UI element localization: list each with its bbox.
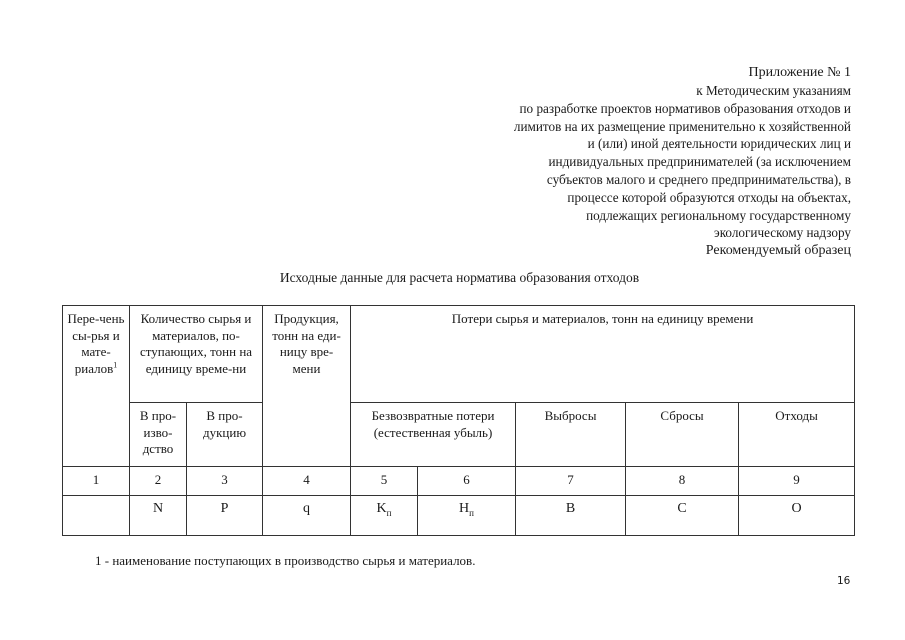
annex-line: подлежащих региональному государственному (586, 207, 851, 223)
symbol-o: O (739, 496, 855, 536)
column-number: 3 (187, 467, 263, 496)
annex-line: субъектов малого и среднего предпринимательства), в (546, 171, 851, 187)
header-emissions: Выбросы (516, 403, 626, 467)
column-number: 8 (626, 467, 739, 496)
annex-line: экологическому надзору (714, 225, 851, 241)
annex-line: лимитов на их размещение применительно к хозяйственной (513, 118, 851, 134)
page-number: 16 (837, 575, 851, 587)
annex-sample-label: Рекомендуемый образец (705, 243, 851, 259)
column-number: 6 (418, 467, 516, 496)
symbol-b: B (516, 496, 626, 536)
footnote: 1 - наименование поступающих в производство сырья и материалов. (95, 553, 476, 568)
column-number: 1 (63, 467, 130, 496)
header-materials-list: Пере-чень сы-рья и мате-риалов$^1$ (63, 306, 130, 467)
column-number-row (63, 467, 855, 496)
symbol-q: q (263, 496, 351, 536)
symbol-p: P (187, 496, 263, 536)
annex-line: процессе которой образуются отходы на объектах, (567, 189, 851, 205)
symbol-cell-empty (63, 496, 130, 536)
header-losses: Потери сырья и материалов, тонн на единицу времени (351, 306, 855, 403)
header-row-2 (63, 403, 855, 467)
header-waste: Отходы (739, 403, 855, 467)
symbol-kn: $K_п$ (351, 496, 418, 536)
header-quantity-received: Количество сырья и материалов, по-ступающих, тонн на единицу време-ни (130, 306, 263, 403)
source-data-table (62, 305, 855, 536)
header-products: Продукция, тонн на еди-ницу вре-мени (263, 306, 351, 467)
symbol-n: N (130, 496, 187, 536)
table-title: Исходные данные для расчета норматива образования отходов (279, 270, 640, 285)
header-to-production: В про-изво-дство (130, 403, 187, 467)
annex-line: и (или) иной деятельности юридических лиц и (587, 136, 851, 152)
header-to-product: В про-дукцию (187, 403, 263, 467)
column-number: 4 (263, 467, 351, 496)
column-number: 2 (130, 467, 187, 496)
header-row-1 (63, 306, 855, 403)
footnote-mark: 1 (113, 360, 118, 370)
annex-line: по разработке проектов нормативов образования отходов и (519, 100, 851, 116)
annex-title: Приложение № 1 (748, 65, 851, 80)
column-number: 7 (516, 467, 626, 496)
header-discharges: Сбросы (626, 403, 739, 467)
annex-line: индивидуальных предпринимателей (за исключением (548, 154, 851, 170)
annex-line: к Методическим указаниям (696, 83, 851, 98)
column-number: 9 (739, 467, 855, 496)
column-number: 5 (351, 467, 418, 496)
header-irrecoverable-losses: Безвозвратные потери (естественная убыль) (351, 403, 516, 467)
symbol-hn: $H_п$ (418, 496, 516, 536)
symbol-row (63, 496, 855, 536)
symbol-c: C (626, 496, 739, 536)
annex-header (431, 64, 851, 260)
